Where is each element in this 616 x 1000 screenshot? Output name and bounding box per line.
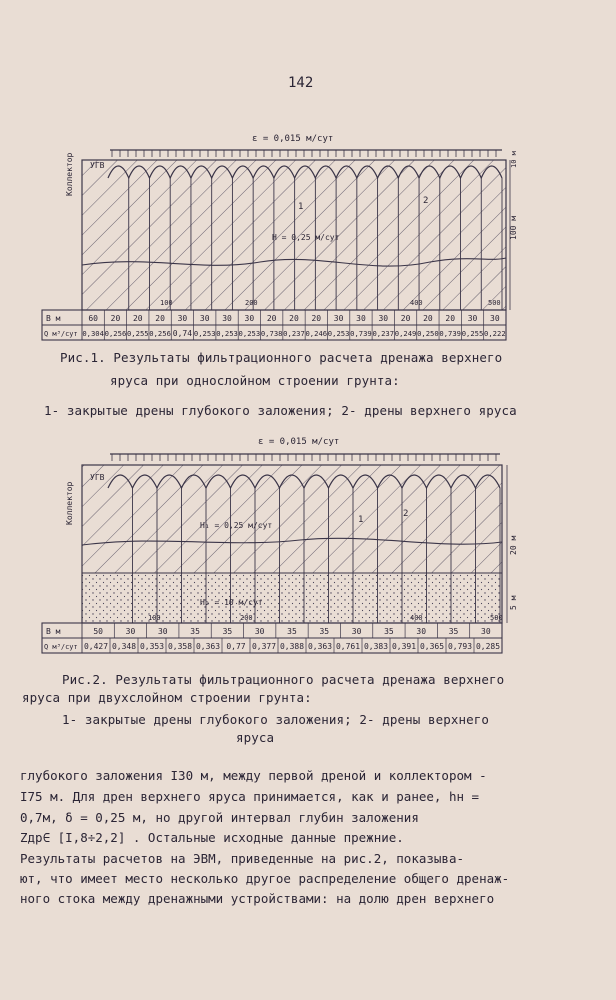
b-cell: 20 xyxy=(423,314,433,323)
body-line-3: 0,7м, δ = 0,25 м, но другой интервал глубин заложения xyxy=(20,810,419,825)
q-cell: 0,383 xyxy=(363,642,389,651)
b-cell: 30 xyxy=(356,314,366,323)
q-cell: 0,255 xyxy=(126,329,149,338)
fig2-h1-label: H₁ = 0,25 м/сут xyxy=(200,521,273,530)
fig2-depth-bottom-label: 5 м xyxy=(509,595,518,610)
q-cell: 0,222 xyxy=(484,329,506,338)
fig1-top-depth-label: 10 м xyxy=(510,151,518,168)
q-cell: 0,358 xyxy=(167,642,193,651)
b-cell: 30 xyxy=(490,314,500,323)
q-cell: 0,237 xyxy=(372,329,395,338)
q-cell: 0,427 xyxy=(83,642,109,651)
q-cell: 0,77 xyxy=(226,642,246,651)
figure-1 xyxy=(0,0,616,350)
fig2-upper-layer xyxy=(82,465,502,573)
b-cell: 20 xyxy=(132,314,143,323)
b-cell: 20 xyxy=(266,314,277,323)
q-cell: 0,256 xyxy=(104,329,127,338)
q-cell: 0,74 xyxy=(172,329,193,338)
q-cell: 0,253 xyxy=(193,329,216,338)
body-line-6: ют, что имеет место несколько другое распределение общего дренаж- xyxy=(20,871,510,886)
b-cell: 35 xyxy=(222,627,233,636)
q-cell: 0,793 xyxy=(447,642,473,651)
b-cell: 35 xyxy=(448,627,459,636)
caption-1-line-2: яруса при однослойном строении грунта: xyxy=(110,373,400,388)
q-cell: 0,391 xyxy=(391,642,417,651)
q-cell: 0,739 xyxy=(439,329,462,338)
b-cell: 30 xyxy=(378,314,389,323)
q-cell: 0,285 xyxy=(475,642,501,651)
body-line-2: I75 м. Для дрен верхнего яруса принимается, как и ранее, hн = xyxy=(20,789,480,804)
caption-2-line-1: Рис.2. Результаты фильтрационного расчета дренажа верхнего xyxy=(62,672,505,687)
fig1-row-b-label: B м xyxy=(46,314,61,323)
b-cell: 30 xyxy=(254,627,265,636)
caption-2-line-4: яруса xyxy=(236,730,275,745)
b-cell: 30 xyxy=(416,627,427,636)
b-cell: 35 xyxy=(190,627,200,636)
fig1-scale-tick: 400 xyxy=(410,299,423,307)
b-cell: 30 xyxy=(125,627,136,636)
b-cell: 30 xyxy=(467,314,478,323)
q-cell: 0,249 xyxy=(394,329,417,338)
fig1-infiltration-arrows xyxy=(112,150,496,157)
q-cell: 0,253 xyxy=(327,329,350,338)
figure-2 xyxy=(0,430,616,655)
fig2-infiltration-arrows xyxy=(112,454,496,461)
q-cell: 0,388 xyxy=(279,642,305,651)
b-cell: 20 xyxy=(155,314,165,323)
fig2-lower-layer xyxy=(82,573,502,623)
fig1-epsilon: ε = 0,015 м/сут xyxy=(252,134,334,144)
fig2-marker-2: 2 xyxy=(403,509,409,519)
b-cell: 35 xyxy=(287,627,297,636)
b-cell: 20 xyxy=(311,314,322,323)
b-cell: 20 xyxy=(445,314,456,323)
b-cell: 35 xyxy=(384,627,394,636)
q-cell: 0,253 xyxy=(238,329,261,338)
b-cell: 35 xyxy=(319,627,330,636)
caption-1-line-3: 1- закрытые дрены глубокого заложения; 2- дрены верхнего яруса xyxy=(44,403,517,418)
b-cell: 50 xyxy=(93,627,103,636)
body-line-4: Zдр∈ [I,8÷2,2] . Остальные исходные данные прежние. xyxy=(20,830,404,845)
fig2-scale-tick: 500 xyxy=(490,614,503,622)
fig2-h2-label: H₂ = 10 м/сут xyxy=(200,598,263,607)
q-cell: 0,353 xyxy=(139,642,165,651)
fig2-marker-1: 1 xyxy=(358,515,364,525)
fig2-scale-tick: 100 xyxy=(148,614,161,622)
b-cell: 30 xyxy=(157,627,168,636)
b-cell: 30 xyxy=(177,314,188,323)
fig1-kollektor-label: Коллектор xyxy=(65,152,74,196)
b-cell: 30 xyxy=(333,314,344,323)
fig2-scale-tick: 200 xyxy=(240,614,253,622)
fig2-scale-tick: 400 xyxy=(410,614,423,622)
q-cell: 0,237 xyxy=(283,329,305,338)
caption-2-line-3: 1- закрытые дрены глубокого заложения; 2- дрены верхнего xyxy=(62,712,490,727)
q-cell: 0,365 xyxy=(419,642,445,651)
fig1-scale-tick: 200 xyxy=(245,299,258,307)
q-cell: 0,739 xyxy=(350,329,372,338)
b-cell: 30 xyxy=(351,627,362,636)
b-cell: 30 xyxy=(481,627,491,636)
q-cell: 0,253 xyxy=(216,329,238,338)
b-cell: 30 xyxy=(222,314,232,323)
fig1-h-label: H = 0,25 м/сут xyxy=(272,233,340,242)
fig1-scale-tick: 100 xyxy=(160,299,173,307)
fig2-ugv-label: УГВ xyxy=(90,473,105,482)
fig1-depth-label: 100 м xyxy=(509,215,518,240)
fig1-scale-tick: 500 xyxy=(488,299,501,307)
fig2-epsilon: ε = 0,015 м/сут xyxy=(258,437,340,447)
fig1-marker-2: 2 xyxy=(423,196,429,206)
fig2-row-q-label: Q м³/сут xyxy=(44,643,78,651)
fig1-marker-1: 1 xyxy=(298,202,304,212)
b-cell: 30 xyxy=(199,314,210,323)
q-cell: 0,246 xyxy=(305,329,328,338)
page-number: 142 xyxy=(288,75,314,91)
q-cell: 0,377 xyxy=(251,642,277,651)
fig1-row-q-label: Q м³/сут xyxy=(44,330,78,338)
q-cell: 0,348 xyxy=(111,642,137,651)
body-line-1: глубокого заложения I30 м, между первой дреной и коллектором - xyxy=(20,768,487,783)
b-cell: 20 xyxy=(110,314,121,323)
body-line-7: ного стока между дренажными устройствами: на долю дрен верхнего xyxy=(20,891,495,906)
q-cell: 0,250 xyxy=(417,329,439,338)
q-cell: 0,255 xyxy=(461,329,484,338)
fig1-ugv-label: УГВ xyxy=(90,161,105,170)
b-cell: 20 xyxy=(289,314,299,323)
fig2-depth-top-label: 20 м xyxy=(509,535,518,555)
body-line-5: Результаты расчетов на ЭВМ, приведенные на рис.2, показыва- xyxy=(20,851,465,866)
q-cell: 0,256 xyxy=(149,329,171,338)
caption-1-line-1: Рис.1. Результаты фильтрационного расчета дренажа верхнего xyxy=(60,350,503,365)
caption-2-line-2: яруса при двухслойном строении грунта: xyxy=(22,690,312,705)
q-cell: 0,363 xyxy=(307,642,333,651)
q-cell: 0,761 xyxy=(335,642,361,651)
b-cell: 30 xyxy=(244,314,255,323)
b-cell: 20 xyxy=(400,314,411,323)
q-cell: 0,304 xyxy=(82,329,104,338)
q-cell: 0,738 xyxy=(260,329,283,338)
b-cell: 60 xyxy=(88,314,98,323)
fig2-kollektor-label: Коллектор xyxy=(65,481,74,525)
fig2-row-b-label: B м xyxy=(46,627,61,636)
q-cell: 0,363 xyxy=(195,642,221,651)
